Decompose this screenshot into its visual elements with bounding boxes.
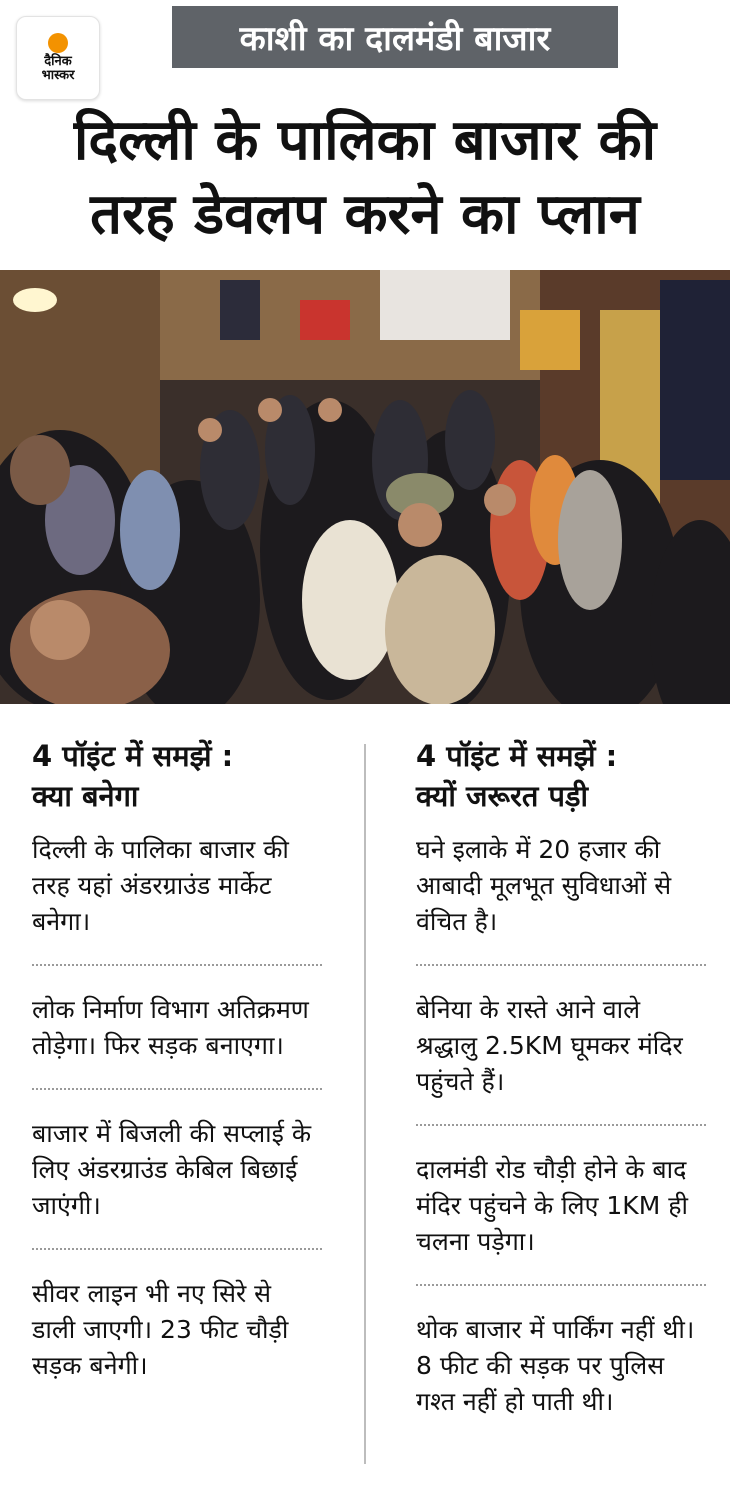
left-point-2: लोक निर्माण विभाग अतिक्रमण तोड़ेगा। फिर सड़क बनाएगा। <box>32 992 322 1090</box>
left-point-4: सीवर लाइन भी नए सिरे से डाली जाएगी। 23 फीट चौड़ी सड़क बनेगी। <box>32 1279 289 1380</box>
right-point-1: घने इलाके में 20 हजार की आबादी मूलभूत सुविधाओं से वंचित है। <box>416 832 706 966</box>
left-point-3: बाजार में बिजली की सप्लाई के लिए अंडरग्राउंड केबिल बिछाई जाएंगी। <box>32 1116 322 1250</box>
left-column-heading <box>32 736 322 816</box>
left-heading-line2: क्या बनेगा <box>32 779 139 813</box>
right-heading-line1: 4 पॉइंट में समझें : <box>416 739 618 773</box>
column-divider <box>364 744 366 1464</box>
right-column <box>416 736 706 1470</box>
crowded-market-photo <box>0 270 730 704</box>
headline-line2: तरह डेवलप करने का प्लान <box>90 182 640 247</box>
left-heading-line1: 4 पॉइंट में समझें : <box>32 739 234 773</box>
left-column <box>32 736 322 1434</box>
headline-line1: दिल्ली के पालिका बाजार की <box>73 108 657 173</box>
right-point-3: दालमंडी रोड चौड़ी होने के बाद मंदिर पहुंचने के लिए 1KM ही चलना पड़ेगा। <box>416 1152 706 1286</box>
logo-text-line1: दैनिक <box>44 54 72 69</box>
left-point-1: दिल्ली के पालिका बाजार की तरह यहां अंडरग्राउंड मार्केट बनेगा। <box>32 832 322 966</box>
right-point-4: थोक बाजार में पार्किंग नहीं थी। 8 फीट की सड़क पर पुलिस गश्त नहीं हो पाती थी। <box>416 1315 695 1416</box>
right-heading-line2: क्यों जरूरत पड़ी <box>416 779 588 813</box>
headline <box>0 104 730 252</box>
right-column-heading <box>416 736 706 816</box>
sun-logo-icon <box>48 33 68 53</box>
logo-text-line2: भास्कर <box>41 68 75 83</box>
topic-label: काशी का दालमंडी बाजार <box>172 6 618 68</box>
right-point-2: बेनिया के रास्ते आने वाले श्रद्धालु 2.5KM घूमकर मंदिर पहुंचते हैं। <box>416 992 706 1126</box>
brand-logo <box>16 16 100 100</box>
